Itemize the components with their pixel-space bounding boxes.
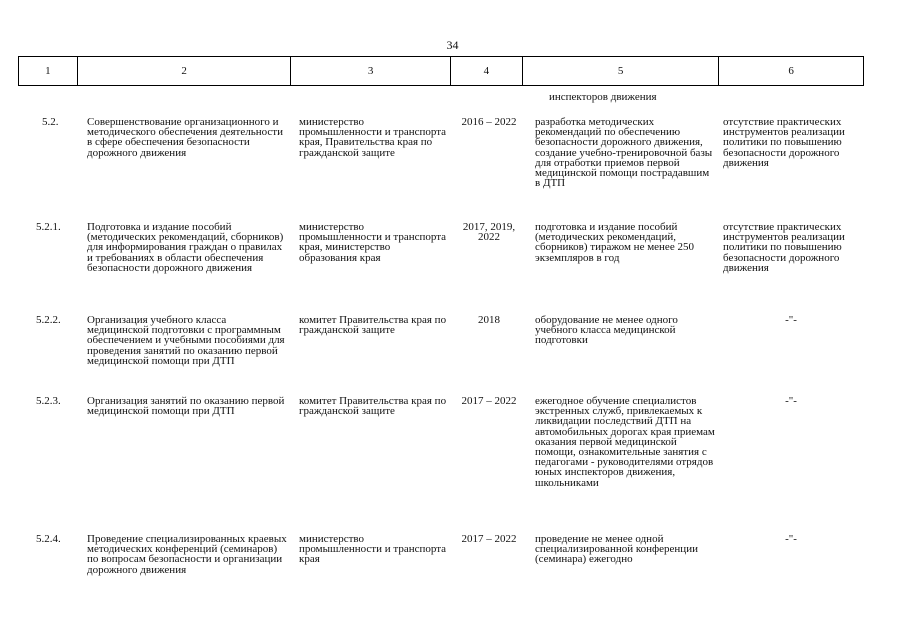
row-consequence: -"-: [785, 533, 797, 545]
row-number: 5.2.2.: [36, 314, 61, 326]
row-result: подготовка и издание пособий (методических рекомендаций, сборников) тиражом не менее 250 экземпляров в год: [535, 221, 694, 264]
header-col-6: 6: [788, 65, 794, 77]
row-period: 2018: [478, 314, 500, 326]
row-consequence: отсутствие практических инструментов реализации политики по повышению безопасности дорожного движения: [723, 116, 845, 169]
row-number: 5.2.4.: [36, 533, 61, 545]
row-result: оборудование не менее одного учебного класса медицинской подготовки: [535, 314, 678, 347]
row-consequence: отсутствие практических инструментов реализации политики по повышению безопасности дорожного движения: [723, 221, 845, 274]
header-col-4: 4: [451, 57, 523, 85]
row-consequence: -"-: [785, 314, 797, 326]
row-period: 2017, 2019, 2022: [462, 221, 516, 244]
row-result: проведение не менее одной специализированной конференции (семинара) ежегодно: [535, 533, 698, 566]
row-result: разработка методических рекомендаций по обеспечению безопасности дорожного движения, создание учебно-тренировочной базы для отработки приемов первой медицинской помощи пострадавшим в ДТП: [535, 116, 713, 190]
table-row: [18, 534, 864, 575]
row-name: Организация занятий по оказанию первой медицинской помощи при ДТП: [87, 395, 285, 418]
row-executor: министерство промышленности и транспорта края, министерство образования края: [299, 221, 447, 264]
header-col-5: 5: [523, 57, 720, 85]
header-col-2: 2: [78, 57, 292, 85]
row-period: 2017 – 2022: [461, 533, 517, 545]
row-number: 5.2.1.: [36, 221, 61, 233]
row-executor: комитет Правительства края по гражданской защите: [299, 395, 447, 418]
continuation-text: инспекторов движения: [549, 91, 657, 103]
row-name: Совершенствование организационного и методического обеспечения деятельности в сфере обеспечения безопасности дорожного движения: [87, 116, 283, 159]
row-period: 2016 – 2022: [461, 116, 517, 128]
table-row: [18, 222, 864, 273]
table-row: [18, 396, 864, 488]
row-consequence: -"-: [785, 395, 797, 407]
row-name: Подготовка и издание пособий (методических рекомендаций, сборников) для информирования граждан о правилах и требованиях в области обеспечения безопасности дорожного движения: [87, 221, 284, 274]
row-period: 2017 – 2022: [461, 395, 517, 407]
row-number: 5.2.3.: [36, 395, 61, 407]
row-name: Проведение специализированных краевых методических конференций (семинаров) по вопросам безопасности и организации дорожного движения: [87, 533, 287, 576]
row-result: ежегодное обучение специалистов экстренных служб, привлекаемых к ликвидации последствий ДТП на автомобильных дорогах края приемам оказания первой медицинской помощи, ознакомительные занятия с педагогами - руководителями отрядов юных инспекторов движения, школьниками: [535, 395, 715, 489]
page-number: 34: [446, 38, 459, 52]
row-name: Организация учебного класса медицинской подготовки с программным обеспечением и учебными пособиями для проведения занятий по оказанию первой медицинской помощи при ДТП: [87, 314, 285, 367]
table-row: [18, 315, 864, 366]
table-header: [18, 56, 864, 86]
row-executor: министерство промышленности и транспорта края, Правительства края по гражданской защите: [299, 116, 447, 159]
table-row: [18, 117, 864, 188]
row-executor: министерство промышленности и транспорта края: [299, 533, 447, 566]
row-number: 5.2.: [42, 116, 59, 128]
header-col-1: 1: [19, 57, 78, 85]
row-executor: комитет Правительства края по гражданской защите: [299, 314, 447, 337]
header-col-3: 3: [291, 57, 451, 85]
